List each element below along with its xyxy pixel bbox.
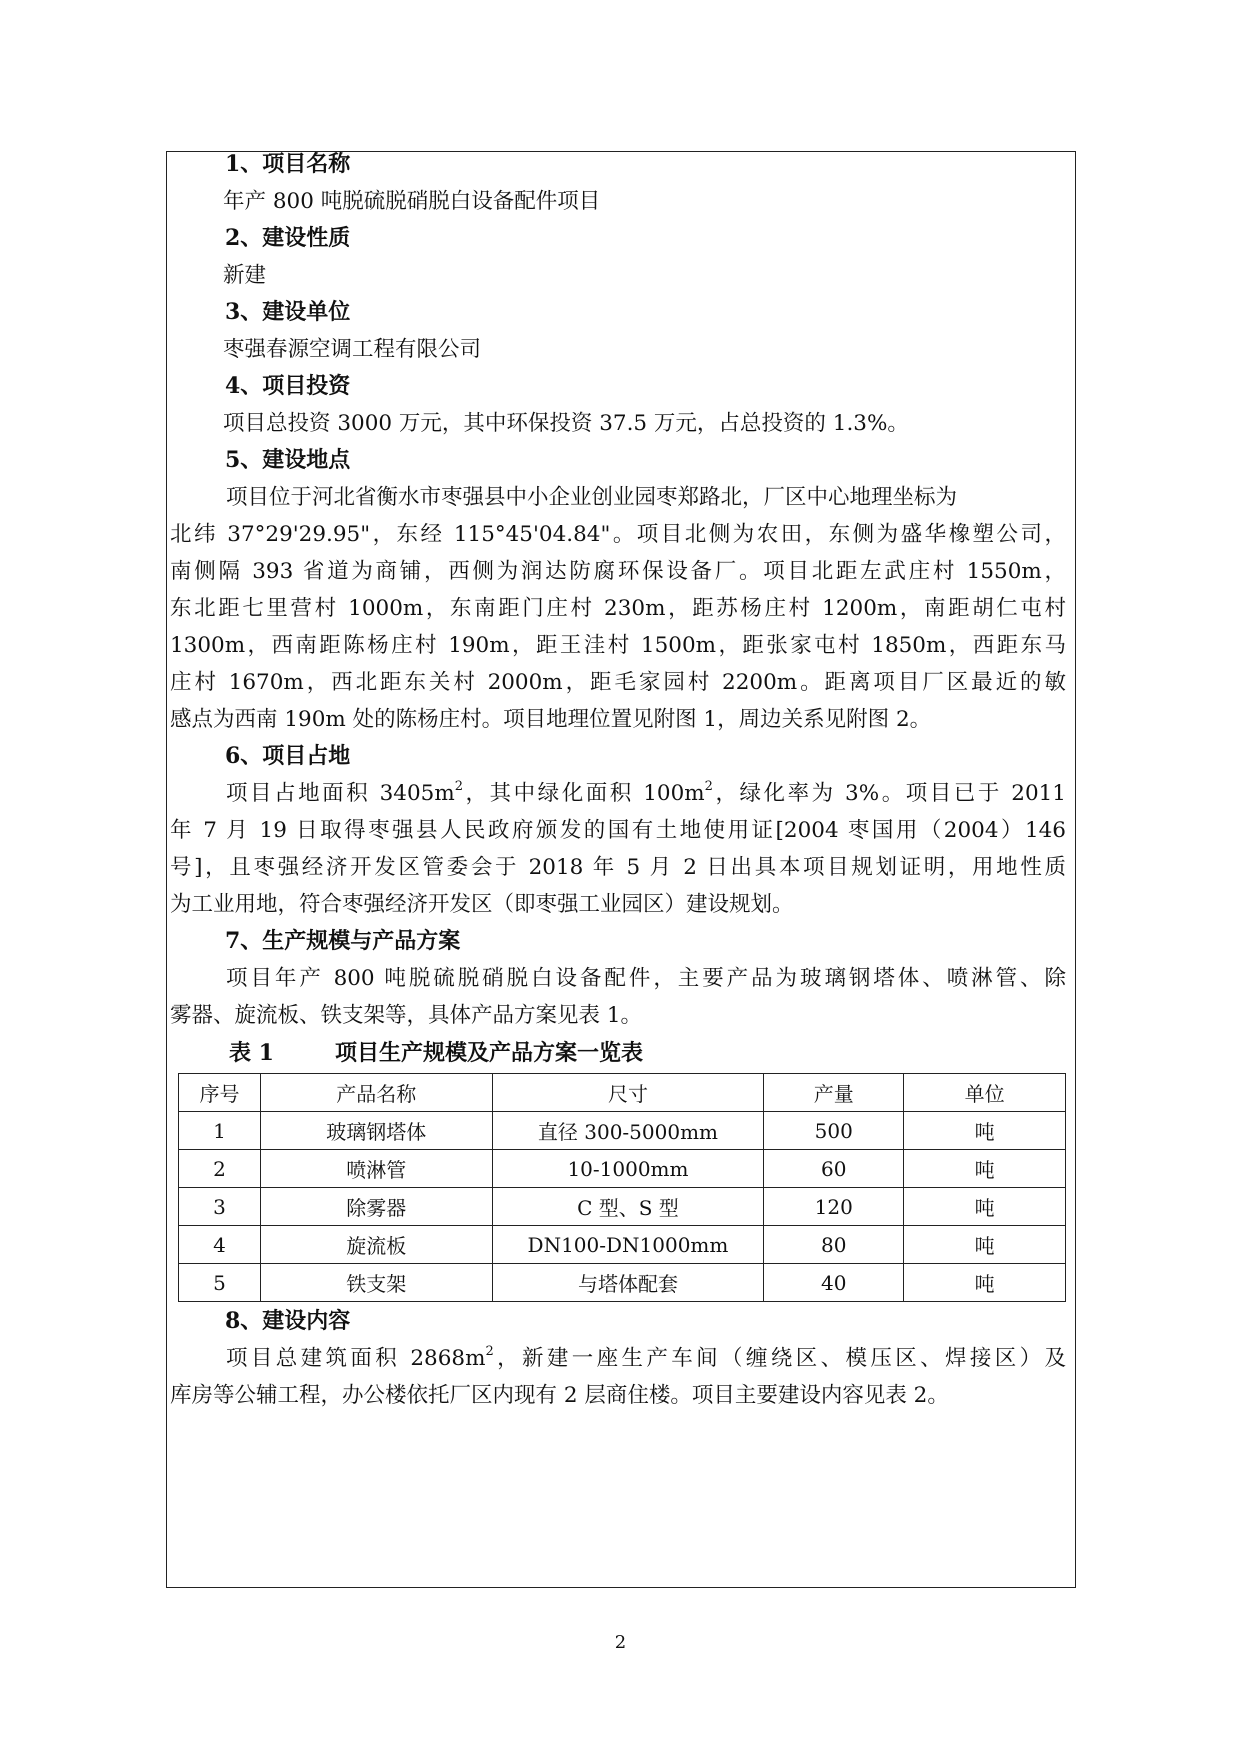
table-cell: 喷淋管 bbox=[260, 1150, 492, 1188]
location-line: 庄村 1670m，西北距东关村 2000m，距毛家园村 2200m。距离项目厂区最近的敏 bbox=[170, 670, 1066, 695]
table-cell: 除雾器 bbox=[260, 1188, 492, 1226]
investment-text: 项目总投资 3000 万元，其中环保投资 37.5 万元，占总投资的 1.3%。 bbox=[223, 411, 909, 436]
land-area-text: 项目占地面积 3405m bbox=[226, 781, 455, 806]
column-header: 序号 bbox=[179, 1074, 261, 1112]
table-cell: 2 bbox=[179, 1150, 261, 1188]
table-cell: 吨 bbox=[904, 1264, 1066, 1302]
superscript-2: 2 bbox=[485, 1343, 494, 1359]
table-cell: 与塔体配套 bbox=[492, 1264, 764, 1302]
superscript-2: 2 bbox=[704, 778, 713, 794]
section-heading-2: 2、建设性质 bbox=[225, 225, 351, 251]
table-cell: 3 bbox=[179, 1188, 261, 1226]
table-cell: 直径 300-5000mm bbox=[492, 1112, 764, 1150]
column-header: 产品名称 bbox=[260, 1074, 492, 1112]
construction-nature: 新建 bbox=[223, 263, 267, 288]
location-line: 南侧隔 393 省道为商铺，西侧为润达防腐环保设备厂。项目北距左武庄村 1550m， bbox=[170, 559, 1066, 584]
column-header: 产量 bbox=[764, 1074, 904, 1112]
table-cell: DN100-DN1000mm bbox=[492, 1226, 764, 1264]
table-cell: 4 bbox=[179, 1226, 261, 1264]
table-cell: C 型、S 型 bbox=[492, 1188, 764, 1226]
table-row bbox=[179, 1188, 1066, 1226]
content-frame bbox=[166, 151, 1076, 1588]
table-cell: 80 bbox=[764, 1226, 904, 1264]
table-row bbox=[179, 1112, 1066, 1150]
table-caption-label: 表 1 bbox=[229, 1040, 274, 1066]
location-line: 东北距七里营村 1000m，东南距门庄村 230m，距苏杨庄村 1200m，南距胡仁屯村 bbox=[170, 596, 1066, 621]
table-row bbox=[179, 1150, 1066, 1188]
land-line: 号]，且枣强经济开发区管委会于 2018 年 5 月 2 日出具本项目规划证明，用地性质 bbox=[170, 855, 1066, 880]
table-cell: 铁支架 bbox=[260, 1264, 492, 1302]
construction-unit: 枣强春源空调工程有限公司 bbox=[223, 337, 482, 362]
table-cell: 玻璃钢塔体 bbox=[260, 1112, 492, 1150]
location-line: 感点为西南 190m 处的陈杨庄村。项目地理位置见附图 1，周边关系见附图 2。 bbox=[170, 707, 932, 732]
table-caption bbox=[229, 1036, 643, 1067]
content-line: 库房等公辅工程，办公楼依托厂区内现有 2 层商住楼。项目主要建设内容见表 2。 bbox=[170, 1383, 949, 1408]
table-row bbox=[179, 1226, 1066, 1264]
section-heading-7: 7、生产规模与产品方案 bbox=[225, 928, 461, 954]
table-cell: 120 bbox=[764, 1188, 904, 1226]
column-header: 单位 bbox=[904, 1074, 1066, 1112]
table-cell: 1 bbox=[179, 1112, 261, 1150]
table-cell: 40 bbox=[764, 1264, 904, 1302]
building-area-text: 项目总建筑面积 2868m bbox=[226, 1346, 486, 1371]
project-name: 年产 800 吨脱硫脱硝脱白设备配件项目 bbox=[223, 189, 601, 214]
location-line: 北纬 37°29'29.95"，东经 115°45'04.84"。项目北侧为农田，东侧为盛华橡塑公司， bbox=[170, 522, 1066, 547]
content-line-1 bbox=[226, 1341, 1066, 1372]
table-cell: 吨 bbox=[904, 1226, 1066, 1264]
superscript-2: 2 bbox=[454, 778, 464, 794]
section-heading-5: 5、建设地点 bbox=[225, 447, 351, 473]
table-cell: 10-1000mm bbox=[492, 1150, 764, 1188]
table-cell: 60 bbox=[764, 1150, 904, 1188]
scale-line: 雾器、旋流板、铁支架等，具体产品方案见表 1。 bbox=[170, 1003, 643, 1028]
green-area-text: ，其中绿化面积 100m bbox=[463, 781, 705, 806]
section-heading-4: 4、项目投资 bbox=[225, 373, 351, 399]
product-table bbox=[178, 1073, 1066, 1302]
land-line-1 bbox=[226, 776, 1066, 807]
section-heading-8: 8、建设内容 bbox=[225, 1308, 351, 1334]
location-line: 1300m，西南距陈杨庄村 190m，距王洼村 1500m，距张家屯村 1850m，西距东马 bbox=[170, 633, 1066, 658]
table-caption-title: 项目生产规模及产品方案一览表 bbox=[335, 1040, 644, 1066]
table-cell: 旋流板 bbox=[260, 1226, 492, 1264]
table-cell: 500 bbox=[764, 1112, 904, 1150]
scale-line: 项目年产 800 吨脱硫脱硝脱白设备配件，主要产品为玻璃钢塔体、喷淋管、除 bbox=[226, 966, 1066, 991]
land-line: 为工业用地，符合枣强经济开发区（即枣强工业园区）建设规划。 bbox=[170, 892, 794, 917]
table-cell: 吨 bbox=[904, 1150, 1066, 1188]
page-number: 2 bbox=[614, 1632, 627, 1653]
section-heading-1: 1、项目名称 bbox=[225, 151, 351, 177]
column-header: 尺寸 bbox=[492, 1074, 764, 1112]
table-row bbox=[179, 1264, 1066, 1302]
section-heading-6: 6、项目占地 bbox=[225, 743, 351, 769]
land-line: 年 7 月 19 日取得枣强县人民政府颁发的国有土地使用证[2004 枣国用（2004）146 bbox=[170, 818, 1066, 843]
section-heading-3: 3、建设单位 bbox=[225, 299, 351, 325]
table-cell: 吨 bbox=[904, 1112, 1066, 1150]
green-rate-text: ，绿化率为 3%。项目已于 2011 bbox=[712, 781, 1066, 806]
table-header-row bbox=[179, 1074, 1066, 1112]
table-cell: 5 bbox=[179, 1264, 261, 1302]
table-cell: 吨 bbox=[904, 1188, 1066, 1226]
building-desc-text: ，新建一座生产车间（缠绕区、模压区、焊接区）及 bbox=[493, 1346, 1066, 1371]
location-line: 项目位于河北省衡水市枣强县中小企业创业园枣郑路北，厂区中心地理坐标为 bbox=[226, 485, 958, 510]
